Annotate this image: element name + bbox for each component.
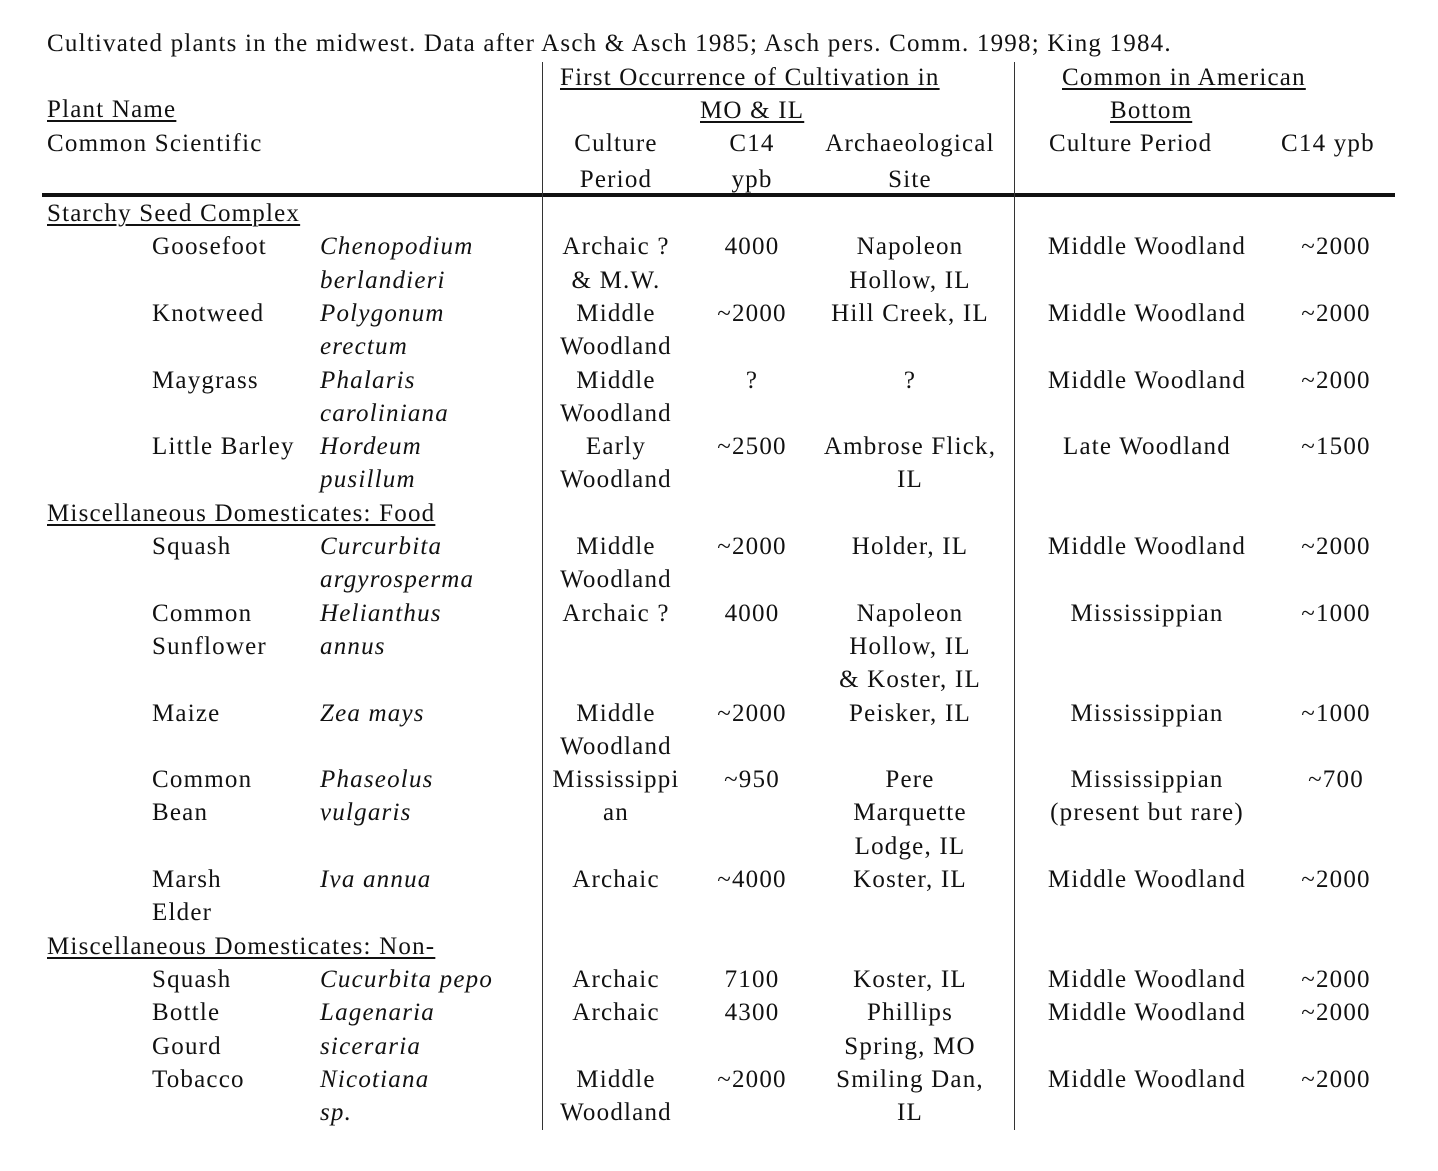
plant-scientific-name: pusillum bbox=[320, 466, 416, 494]
common-american-bottom-header-2: Bottom bbox=[1110, 97, 1193, 124]
plant-scientific-name: Iva annua bbox=[320, 866, 432, 893]
ab-culture-period-cell: Middle Woodland bbox=[1047, 366, 1247, 394]
archaeological-site-cell: Hollow, IL bbox=[849, 266, 971, 294]
culture-period-cell: Archaic bbox=[572, 965, 660, 993]
c14-cell: ~2000 bbox=[717, 533, 787, 560]
plant-common-name: Common bbox=[152, 766, 253, 794]
ab-c14-header: C14 ypb bbox=[1281, 130, 1375, 157]
ab-culture-period-cell: Late Woodland bbox=[1063, 433, 1231, 461]
ab-culture-period-cell: Middle Woodland bbox=[1047, 999, 1247, 1027]
ab-c14-cell: ~1500 bbox=[1301, 433, 1371, 461]
c14-cell: 4000 bbox=[724, 599, 780, 627]
archaeological-site-cell: Phillips bbox=[866, 999, 954, 1027]
plant-common-name: Knotweed bbox=[152, 299, 265, 327]
archaeological-site-cell: Smiling Dan, bbox=[836, 1065, 984, 1093]
archaeological-site-cell: Napoleon bbox=[856, 599, 964, 627]
culture-period-cell: Woodland bbox=[560, 566, 672, 594]
plant-common-name: Tobacco bbox=[152, 1065, 245, 1093]
plant-common-name: Little Barley bbox=[152, 433, 295, 461]
plant-common-name: Maize bbox=[152, 699, 221, 727]
common-scientific-header: Common Scientific bbox=[47, 130, 263, 157]
c14-header: C14 ypb bbox=[729, 130, 775, 193]
plant-scientific-name: Cucurbita pepo bbox=[320, 965, 494, 993]
ab-culture-period-cell: Middle Woodland bbox=[1047, 866, 1247, 893]
ab-c14-cell: ~700 bbox=[1308, 766, 1364, 794]
archaeological-site-cell: Spring, MO bbox=[844, 1032, 976, 1060]
c14-cell: 4300 bbox=[724, 999, 780, 1027]
c14-cell: ? bbox=[745, 366, 759, 394]
ab-culture-period-cell: Mississippian bbox=[1070, 766, 1224, 794]
c14-cell: ~4000 bbox=[717, 866, 787, 893]
culture-period-header: Culture Period bbox=[574, 130, 658, 193]
culture-period-cell: Middle bbox=[576, 699, 656, 727]
ab-culture-period-cell: Middle Woodland bbox=[1047, 299, 1247, 327]
archaeological-site-cell: Hill Creek, IL bbox=[831, 299, 989, 327]
plant-common-name: Goosefoot bbox=[152, 233, 267, 261]
common-american-bottom-header: Common in American bbox=[1062, 64, 1306, 91]
culture-period-cell: Woodland bbox=[560, 466, 672, 494]
plant-scientific-name: Nicotiana bbox=[320, 1065, 430, 1093]
culture-period-cell: Middle bbox=[576, 299, 656, 327]
culture-period-cell: Archaic ? bbox=[562, 233, 670, 261]
archaeological-site-cell: Pere bbox=[885, 766, 935, 794]
culture-period-cell: Early bbox=[585, 433, 647, 461]
archaeological-site-cell: ? bbox=[903, 366, 917, 394]
c14-cell: ~950 bbox=[724, 766, 780, 794]
plant-scientific-name: Polygonum bbox=[320, 299, 445, 327]
ab-culture-period-cell: Middle Woodland bbox=[1047, 965, 1247, 993]
ab-c14-cell: ~1000 bbox=[1301, 599, 1371, 627]
plant-name-header: Plant Name bbox=[47, 96, 177, 123]
plant-scientific-name: sp. bbox=[320, 1099, 353, 1127]
ab-culture-period-cell: Middle Woodland bbox=[1047, 533, 1247, 560]
section-title: Miscellaneous Domesticates: Non- bbox=[47, 932, 436, 960]
plant-scientific-name: siceraria bbox=[320, 1032, 422, 1060]
c14-cell: ~2000 bbox=[717, 1065, 787, 1093]
ab-culture-period-header: Culture Period bbox=[1049, 130, 1213, 157]
archaeological-site-cell: Hollow, IL bbox=[849, 632, 971, 660]
archaeological-site-cell: Peisker, IL bbox=[849, 699, 971, 727]
plant-scientific-name: Zea mays bbox=[320, 699, 425, 727]
ab-c14-cell: ~2000 bbox=[1301, 366, 1371, 394]
section-title: Starchy Seed Complex bbox=[47, 200, 301, 227]
section-title: Miscellaneous Domesticates: Food bbox=[47, 499, 436, 527]
plant-common-name: Squash bbox=[152, 533, 232, 560]
table-caption: Cultivated plants in the midwest. Data after Asch & Asch 1985; Asch pers. Comm. 1998; King 1984. bbox=[47, 30, 1172, 57]
plant-common-name: Sunflower bbox=[152, 632, 267, 660]
plant-scientific-name: Phalaris bbox=[320, 366, 416, 394]
plant-scientific-name: berlandieri bbox=[320, 266, 446, 294]
archaeological-site-cell: Lodge, IL bbox=[854, 832, 966, 860]
archaeological-site-cell: & Koster, IL bbox=[839, 666, 981, 694]
plant-scientific-name: annus bbox=[320, 632, 386, 660]
divider-left bbox=[542, 62, 543, 1130]
ab-culture-period-cell: Middle Woodland bbox=[1047, 233, 1247, 261]
archaeological-site-cell: Napoleon bbox=[856, 233, 964, 261]
ab-culture-period-cell: Mississippian bbox=[1070, 699, 1224, 727]
plant-scientific-name: Phaseolus bbox=[320, 766, 434, 794]
ab-c14-cell: ~2000 bbox=[1301, 233, 1371, 261]
site-header: Archaeological Site bbox=[825, 130, 995, 193]
archaeological-site-cell: Holder, IL bbox=[851, 533, 969, 560]
plant-scientific-name: Helianthus bbox=[320, 599, 442, 627]
culture-period-cell: Middle bbox=[576, 366, 656, 394]
first-occurrence-header: First Occurrence of Cultivation in bbox=[560, 64, 940, 91]
culture-period-cell: Woodland bbox=[560, 1099, 672, 1127]
plant-scientific-name: Chenopodium bbox=[320, 233, 474, 261]
plant-common-name: Gourd bbox=[152, 1032, 222, 1060]
plant-common-name: Bottle bbox=[152, 999, 221, 1027]
culture-period-cell: & M.W. bbox=[571, 266, 661, 294]
ab-c14-cell: ~2000 bbox=[1301, 1065, 1371, 1093]
archaeological-site-cell: IL bbox=[897, 1099, 923, 1127]
culture-period-cell: Archaic bbox=[572, 866, 660, 893]
culture-period-cell: Woodland bbox=[560, 399, 672, 427]
divider-right bbox=[1014, 62, 1015, 1130]
plant-scientific-name: Curcurbita bbox=[320, 533, 443, 560]
culture-period-cell: Mississippi bbox=[552, 766, 680, 794]
plant-common-name: Bean bbox=[152, 799, 209, 827]
c14-cell: 7100 bbox=[724, 965, 780, 993]
plant-common-name: Elder bbox=[152, 899, 213, 927]
ab-c14-cell: ~2000 bbox=[1301, 866, 1371, 893]
culture-period-cell: an bbox=[603, 799, 629, 827]
archaeological-site-cell: Ambrose Flick, bbox=[823, 433, 997, 461]
ab-c14-cell: ~2000 bbox=[1301, 299, 1371, 327]
plant-scientific-name: argyrosperma bbox=[320, 566, 475, 594]
plant-common-name: Maygrass bbox=[152, 366, 259, 394]
c14-cell: 4000 bbox=[724, 233, 780, 261]
ab-culture-period-cell: Middle Woodland bbox=[1047, 1065, 1247, 1093]
culture-period-cell: Archaic bbox=[572, 999, 660, 1027]
ab-c14-cell: ~2000 bbox=[1301, 965, 1371, 993]
culture-period-cell: Middle bbox=[576, 1065, 656, 1093]
culture-period-cell: Middle bbox=[576, 533, 656, 560]
plant-common-name: Squash bbox=[152, 965, 232, 993]
c14-cell: ~2000 bbox=[717, 699, 787, 727]
plant-scientific-name: Lagenaria bbox=[320, 999, 435, 1027]
archaeological-site-cell: Koster, IL bbox=[853, 866, 967, 893]
archaeological-site-cell: Koster, IL bbox=[853, 965, 967, 993]
c14-cell: ~2000 bbox=[717, 299, 787, 327]
c14-cell: ~2500 bbox=[717, 433, 787, 461]
ab-culture-period-note: (present but rare) bbox=[1050, 799, 1244, 827]
plant-scientific-name: vulgaris bbox=[320, 799, 412, 827]
plant-scientific-name: Hordeum bbox=[320, 433, 422, 461]
plant-common-name: Marsh bbox=[152, 866, 222, 893]
culture-period-cell: Woodland bbox=[560, 732, 672, 760]
culture-period-cell: Woodland bbox=[560, 333, 672, 361]
first-occurrence-header-2: MO & IL bbox=[700, 97, 805, 124]
header-rule bbox=[42, 193, 1395, 197]
plant-common-name: Common bbox=[152, 599, 253, 627]
ab-c14-cell: ~2000 bbox=[1301, 533, 1371, 560]
archaeological-site-cell: Marquette bbox=[853, 799, 967, 827]
culture-period-cell: Archaic ? bbox=[562, 599, 670, 627]
ab-culture-period-cell: Mississippian bbox=[1070, 599, 1224, 627]
archaeological-site-cell: IL bbox=[897, 466, 923, 494]
ab-c14-cell: ~2000 bbox=[1301, 999, 1371, 1027]
plant-scientific-name: caroliniana bbox=[320, 399, 449, 427]
ab-c14-cell: ~1000 bbox=[1301, 699, 1371, 727]
plant-scientific-name: erectum bbox=[320, 333, 408, 361]
